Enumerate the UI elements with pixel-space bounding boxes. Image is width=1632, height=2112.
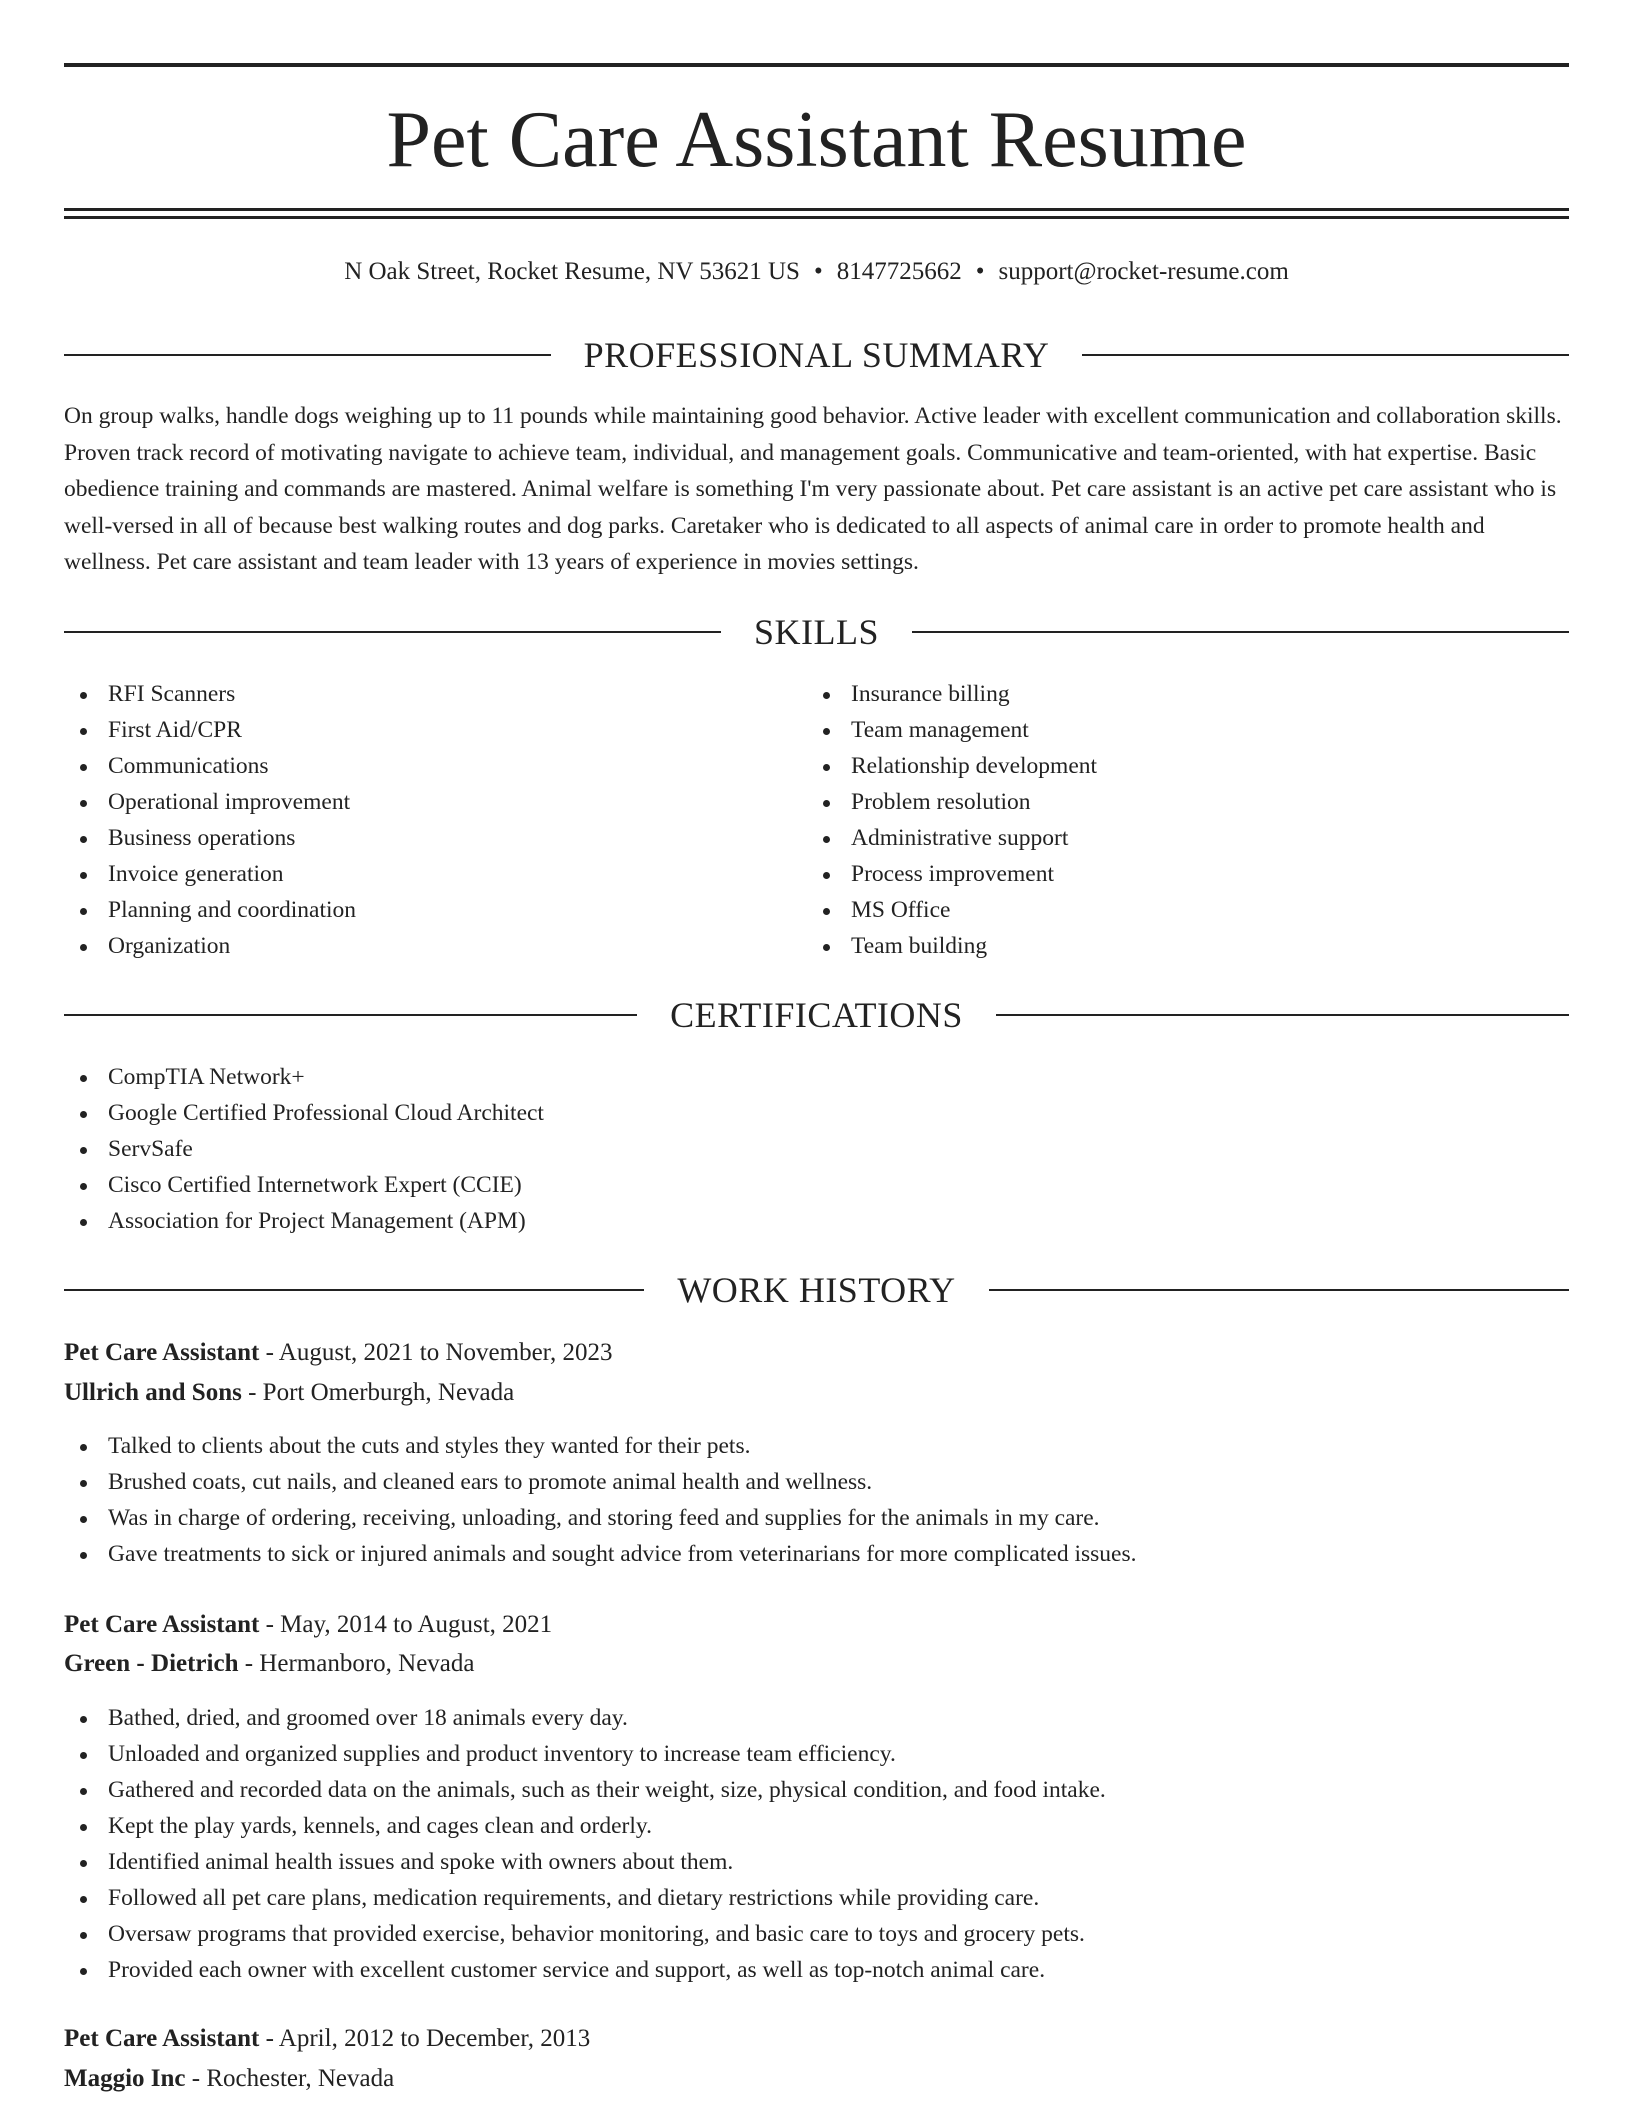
title-double-rule-upper	[64, 208, 1569, 211]
contact-separator: •	[813, 258, 823, 285]
job-bullet: Unloaded and organized supplies and product inventory to increase team efficiency.	[64, 1736, 1464, 1772]
job-bullet: Gathered and recorded data on the animals, such as their weight, size, physical condition, and food intake.	[64, 1772, 1464, 1808]
heading-rule-right	[1082, 354, 1569, 356]
certification-item: Google Certified Professional Cloud Architect	[64, 1095, 1264, 1131]
contact-email: support@rocket-resume.com	[998, 258, 1289, 285]
job-bullet: Oversaw programs that provided exercise, behavior monitoring, and basic care to toys and grocery pets.	[64, 1916, 1464, 1952]
job-company-line	[64, 2060, 394, 2098]
heading-rule-left	[64, 631, 721, 633]
heading-rule-right	[912, 631, 1569, 633]
job-location: - Port Omerburgh, Nevada	[248, 1379, 515, 1406]
job-dates: - April, 2012 to December, 2013	[265, 2025, 591, 2052]
section-title: SKILLS	[754, 612, 880, 652]
job-company-line	[64, 1374, 514, 1412]
skill-item: Team management	[807, 712, 1507, 748]
skill-item: Insurance billing	[807, 676, 1507, 712]
contact-address: N Oak Street, Rocket Resume, NV 53621 US	[344, 258, 800, 285]
job-bullet: Identified animal health issues and spoke with owners about them.	[64, 1844, 1464, 1880]
certification-item: ServSafe	[64, 1131, 1264, 1167]
job-bullet: Followed all pet care plans, medication requirements, and dietary restrictions while providing care.	[64, 1880, 1464, 1916]
job-bullet: Provided each owner with excellent customer service and support, as well as top-notch animal care.	[64, 1952, 1464, 1988]
job-company: Maggio Inc	[64, 2065, 186, 2092]
job-bullet: Bathed, dried, and groomed over 18 animals every day.	[64, 1700, 1464, 1736]
job-dates: - August, 2021 to November, 2023	[265, 1339, 613, 1366]
job-dates: - May, 2014 to August, 2021	[265, 1611, 553, 1638]
heading-rule-left	[64, 1289, 644, 1291]
job-bullet: Was in charge of ordering, receiving, unloading, and storing feed and supplies for the animals in my care.	[64, 1500, 1464, 1536]
job-title: Pet Care Assistant	[64, 1339, 260, 1366]
contact-line	[64, 253, 1569, 291]
heading-rule-right	[989, 1289, 1569, 1291]
skill-item: Relationship development	[807, 748, 1507, 784]
section-title: CERTIFICATIONS	[670, 995, 963, 1035]
summary-text: On group walks, handle dogs weighing up to 11 pounds while maintaining good behavior. Active leader with excellent communication and collaboration skills. Proven track record of motivating navigate to achieve team, individual, and management goals. Communicative and team-oriented, with hat expertise. Basic obedience training and commands are mastered. Animal welfare is something I'm very passionate about. Pet care assistant is an active pet care assistant who is well-versed in all of because best walking routes and dog parks. Caretaker who is dedicated to all aspects of animal care in order to promote health and wellness. Pet care assistant and team leader with 13 years of experience in movies settings.	[64, 403, 1562, 576]
heading-rule-right	[996, 1014, 1569, 1016]
job-title-line	[64, 1334, 613, 1372]
skill-item: Operational improvement	[64, 784, 764, 820]
job-location: - Rochester, Nevada	[191, 2065, 395, 2092]
job-title: Pet Care Assistant	[64, 2025, 260, 2052]
job-bullet: Kept the play yards, kennels, and cages clean and orderly.	[64, 1808, 1464, 1844]
skills-list-right	[807, 676, 1507, 964]
contact-separator: •	[975, 258, 985, 285]
skill-item: Planning and coordination	[64, 892, 764, 928]
job-bullet: Gave treatments to sick or injured animals and sought advice from veterinarians for more complicated issues.	[64, 1536, 1464, 1572]
skill-item: Communications	[64, 748, 764, 784]
certification-item: Association for Project Management (APM)	[64, 1203, 1264, 1239]
section-title: WORK HISTORY	[677, 1270, 956, 1310]
job-bullets	[64, 1700, 1464, 1988]
skill-item: Administrative support	[807, 820, 1507, 856]
section-heading-summary	[64, 333, 1569, 377]
skill-item: Team building	[807, 928, 1507, 964]
job-company: Ullrich and Sons	[64, 1379, 242, 1406]
resume-title: Pet Care Assistant Resume	[386, 96, 1247, 184]
section-heading-work-history	[64, 1268, 1569, 1312]
job-title: Pet Care Assistant	[64, 1611, 260, 1638]
skills-list-left	[64, 676, 764, 964]
skill-item: Organization	[64, 928, 764, 964]
heading-rule-left	[64, 1014, 637, 1016]
contact-phone: 8147725662	[836, 258, 962, 285]
skill-item: First Aid/CPR	[64, 712, 764, 748]
section-heading-skills	[64, 610, 1569, 654]
skill-item: RFI Scanners	[64, 676, 764, 712]
job-bullets	[64, 1428, 1464, 1572]
heading-rule-left	[64, 354, 551, 356]
job-title-line	[64, 2020, 590, 2058]
job-company-line	[64, 1645, 475, 1683]
skill-item: MS Office	[807, 892, 1507, 928]
job-bullet: Brushed coats, cut nails, and cleaned ears to promote animal health and wellness.	[64, 1464, 1464, 1500]
title-double-rule-lower	[64, 216, 1569, 219]
skill-item: Problem resolution	[807, 784, 1507, 820]
job-bullet: Talked to clients about the cuts and styles they wanted for their pets.	[64, 1428, 1464, 1464]
skill-item: Process improvement	[807, 856, 1507, 892]
top-rule	[64, 63, 1569, 67]
job-company: Green - Dietrich	[64, 1650, 239, 1677]
section-heading-certifications	[64, 993, 1569, 1037]
certification-item: CompTIA Network+	[64, 1059, 1264, 1095]
job-location: - Hermanboro, Nevada	[244, 1650, 475, 1677]
certification-item: Cisco Certified Internetwork Expert (CCIE)	[64, 1167, 1264, 1203]
job-title-line	[64, 1606, 552, 1644]
skill-item: Business operations	[64, 820, 764, 856]
skill-item: Invoice generation	[64, 856, 764, 892]
section-title: PROFESSIONAL SUMMARY	[583, 335, 1050, 375]
certifications-list	[64, 1059, 1264, 1239]
